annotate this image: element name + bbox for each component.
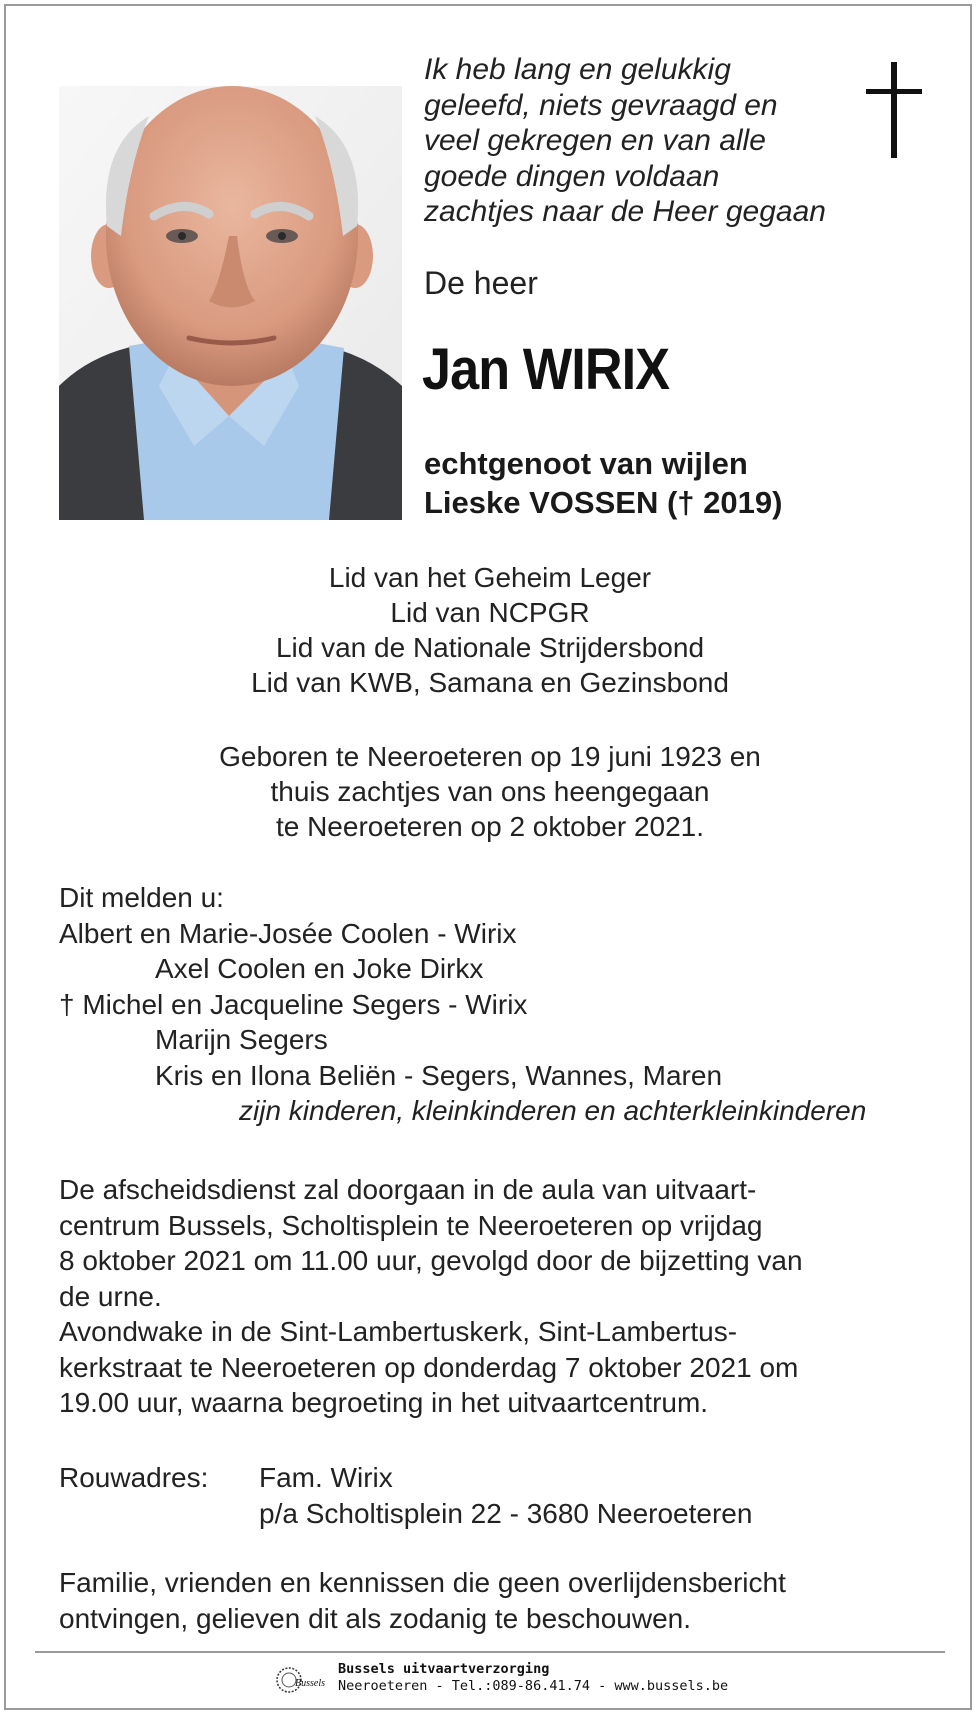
spouse-line: Lieske VOSSEN († 2019) [424, 485, 783, 520]
notice-line: Familie, vrienden en kennissen die geen overlijdensbericht [59, 1567, 786, 1598]
service-line: de urne. [59, 1280, 162, 1312]
service-line: centrum Bussels, Scholtisplein te Neeroeteren op vrijdag [59, 1209, 763, 1241]
membership-line: Lid van NCPGR [390, 597, 590, 628]
poem-line: goede dingen voldaan [424, 159, 720, 193]
address-line: p/a Scholtisplein 22 - 3680 Neeroeteren [259, 1497, 753, 1529]
membership-line: Lid van het Geheim Leger [328, 562, 652, 593]
service-info [59, 1172, 803, 1421]
cross-icon [866, 62, 922, 158]
family-line: Albert en Marie-Josée Coolen - Wirix [59, 917, 517, 949]
poem-line: geleefd, niets gevraagd en [424, 88, 778, 122]
honorific: De heer [424, 265, 538, 301]
birth-line: Geboren te Neeroeteren op 19 juni 1923 en [219, 741, 761, 772]
memberships [0, 560, 980, 700]
service-line: Avondwake in de Sint-Lambertuskerk, Sint-Lambertus- [59, 1316, 738, 1347]
portrait-photo [59, 86, 402, 520]
divider [35, 1651, 945, 1653]
poem-line: Ik heb lang en gelukkig [424, 53, 731, 86]
membership-line: Lid van de Nationale Strijdersbond [275, 632, 705, 663]
membership-line: Lid van KWB, Samana en Gezinsbond [251, 667, 729, 698]
family-line: † Michel en Jacqueline Segers - Wirix [59, 988, 528, 1020]
notice-line: ontvingen, gelieven dit als zodanig te beschouwen. [59, 1602, 691, 1634]
mourning-address [59, 1460, 752, 1531]
address-line: Fam. Wirix [259, 1462, 393, 1493]
spouse-line: echtgenoot van wijlen [424, 446, 748, 481]
family-list [59, 880, 939, 1129]
footer-company [338, 1661, 728, 1695]
company-name: Bussels uitvaartverzorging [338, 1661, 550, 1677]
service-line: 8 oktober 2021 om 11.00 uur, gevolgd door de bijzetting van [59, 1245, 803, 1276]
company-logo [275, 1662, 329, 1698]
family-line: Kris en Ilona Beliën - Segers, Wannes, Maren [155, 1059, 723, 1091]
poem-line: zachtjes naar de Heer gegaan [424, 195, 826, 228]
address-label: Rouwadres: [59, 1462, 209, 1493]
service-line: De afscheidsdienst zal doorgaan in de aula van uitvaart- [59, 1174, 757, 1205]
family-line: Marijn Segers [155, 1024, 328, 1055]
birth-line: te Neeroeteren op 2 oktober 2021. [275, 811, 705, 842]
family-line: Axel Coolen en Joke Dirkx [155, 953, 484, 984]
logo-text: Bussels [295, 1678, 325, 1689]
birth-line: thuis zachtjes van ons heengegaan [270, 776, 710, 807]
birth-death-info [0, 739, 980, 844]
service-line: kerkstraat te Neeroeteren op donderdag 7 oktober 2021 om [59, 1351, 799, 1383]
poem [424, 52, 844, 230]
family-closing: zijn kinderen, kleinkinderen en achterkleinkinderen [239, 1095, 867, 1126]
family-intro: Dit melden u: [59, 882, 224, 913]
poem-line: veel gekregen en van alle [424, 124, 766, 157]
spouse-info [424, 444, 782, 522]
deceased-name: Jan WIRIX [422, 337, 670, 402]
company-contact: Neeroeteren - Tel.:089-86.41.74 - www.bussels.be [338, 1678, 729, 1694]
notice [59, 1565, 786, 1636]
service-line: 19.00 uur, waarna begroeting in het uitvaartcentrum. [59, 1387, 709, 1418]
